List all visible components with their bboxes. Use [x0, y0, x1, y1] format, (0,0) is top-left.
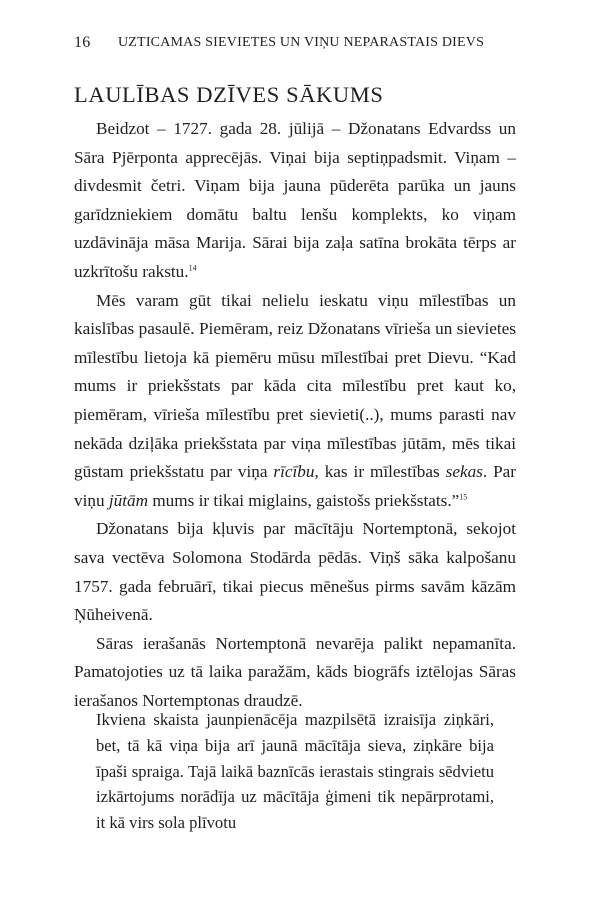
emphasis: jūtām	[108, 490, 149, 510]
block-quote	[96, 707, 494, 836]
paragraph-text: Beidzot – 1727. gada 28. jūlijā – Džonatans Edvardss un Sāra Pjērponta apprecējās. Viņai bija septiņpadsmit. Viņam – divdesmit četri. Viņam bija jauna pūderēta parūka un jauns garīdzniekiem domātu baltu lenšu komplekts, ko viņam uzdāvināja māsa Marija. Sārai bija zaļa satīna brokāta tērps ar uzkrītošu rakstu.	[74, 119, 516, 281]
emphasis: rīcību	[273, 462, 315, 482]
paragraph: Sāras ierašanās Nortemptonā nevarēja palikt nepamanīta. Pamatojoties uz tā laika paražām, kāds biogrāfs iztēlojas Sāras ierašanos Nortemptonas draudzē.	[74, 633, 516, 710]
paragraph-text: . Par viņu	[74, 462, 517, 510]
section-heading: LAULĪBAS DZĪVES SĀKUMS	[74, 82, 384, 107]
footnote-marker: 15	[459, 491, 468, 501]
running-title: UZTICAMAS SIEVIETES UN VIŅU NEPARASTAIS DIEVS	[118, 35, 485, 50]
paragraph-text: , kas ir mīlestības	[314, 462, 446, 482]
paragraph: Džonatans bija kļuvis par mācītāju Nortemptonā, sekojot sava vectēva Solomona Stodārda pēdās. Viņš sāka kalpošanu 1757. gada februārī, tikai piecus mēnešus pirms savām kāzām Ņūheivenā.	[74, 519, 516, 625]
footnote-marker: 14	[188, 263, 197, 273]
quote-text: Ikviena skaista jaunpienācēja mazpilsētā izraisīja ziņkāri, bet, tā kā viņa bija arī jaunā mācītāja sieva, ziņkāre bija īpaši spraiga. Tajā laikā baznīcās ierastais stingrais sēdvietu izkārtojums norādīja uz mācītāja ģimeni tik nepārprotami, it kā virs sola plīvotu	[96, 710, 494, 833]
paragraph-text: mums ir tikai miglains, gaistošs priekšstats.”	[148, 490, 460, 510]
paragraph	[74, 115, 516, 287]
running-header	[74, 34, 540, 56]
body-text	[74, 115, 516, 715]
paragraph	[74, 287, 516, 516]
paragraph-text: Mēs varam gūt tikai nelielu ieskatu viņu mīlestības un kaislības pasaulē. Piemēram, reiz Džonatans vīrieša un sievietes mīlestību lietoja kā piemēru mūsu mīlestībai pret Dievu. “Kad mums ir priekšstats par kāda cita mīlestību pret kaut ko, piemēram, vīrieša mīlestību pret sievieti(..), mums parasti nav nekāda dziļāka priekšstata par viņa mīlestības jūtām, mēs tikai gūstam priekšstatu par viņa	[74, 290, 516, 482]
page-number: 16	[74, 34, 91, 51]
emphasis: sekas	[445, 462, 483, 482]
